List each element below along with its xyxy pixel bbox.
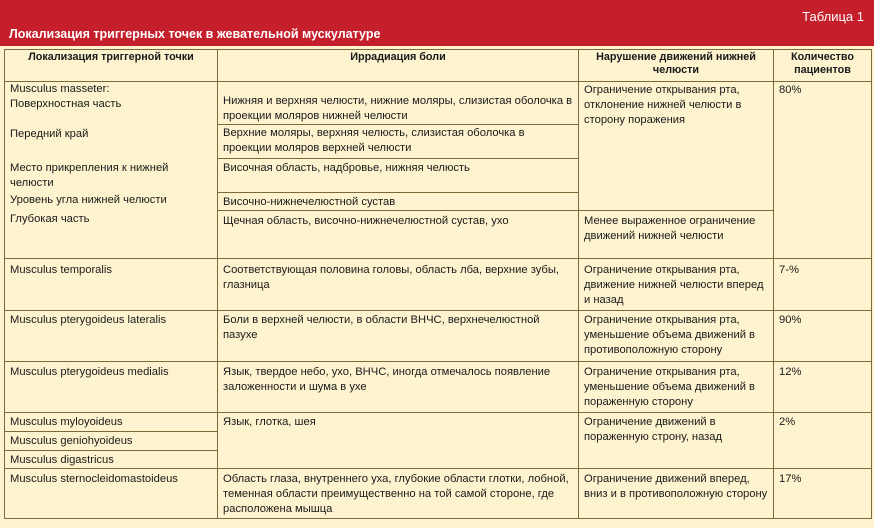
table-row — [5, 362, 872, 413]
header-row — [5, 50, 872, 82]
masseter-disorder-deep: Менее выраженное ограничение движений нижней челюсти — [579, 211, 774, 259]
pterygoideus-lateralis-name: Musculus pterygoideus lateralis — [5, 311, 218, 362]
myloyoideus-name: Musculus myloyoideus — [5, 413, 218, 432]
hyoid-irr: Язык, глотка, шея — [218, 413, 579, 469]
table-row — [5, 311, 872, 362]
table-number: Таблица 1 — [802, 9, 864, 24]
masseter-count: 80% — [774, 82, 872, 259]
table-row — [5, 82, 872, 125]
header-count: Количество пациентов — [774, 50, 872, 82]
table-banner — [0, 0, 874, 46]
scm-dis: Ограничение движений вперед, вниз и в противоположную сторону — [579, 469, 774, 519]
masseter-irr-attach: Височная область, надбровье, нижняя челюсть — [218, 159, 579, 193]
scm-name: Musculus sternocleidomastoideus — [5, 469, 218, 519]
temporalis-name: Musculus temporalis — [5, 259, 218, 311]
table-title: Локализация триггерных точек в жевательной мускулатуре — [9, 27, 381, 41]
masseter-disorder-main: Ограничение открывания рта, отклонение нижней челюсти в сторону поражения — [579, 82, 774, 211]
geniohyoideus-name: Musculus geniohyoideus — [5, 432, 218, 451]
masseter-irr-deep: Щечная область, височно-нижнечелюстной сустав, ухо — [218, 211, 579, 259]
pterygoideus-lateralis-dis: Ограничение открывания рта, уменьшение объема движений в противоположную сторону — [579, 311, 774, 362]
masseter-irr-front: Верхние моляры, верхняя челюсть, слизистая оболочка в проекции моляров верхней челюсти — [218, 125, 579, 159]
pterygoideus-medialis-name: Musculus pterygoideus medialis — [5, 362, 218, 413]
masseter-name: Musculus masseter: — [10, 83, 110, 95]
header-irradiation: Иррадиация боли — [218, 50, 579, 82]
pterygoideus-lateralis-irr: Боли в верхней челюсти, в области ВНЧС, верхнечелюстной пазухе — [218, 311, 579, 362]
trigger-points-table — [4, 49, 872, 519]
masseter-irr-surface: Нижняя и верхняя челюсти, нижние моляры, слизистая оболочка в проекции моляров нижней челюсти — [218, 82, 579, 125]
table-row — [5, 259, 872, 311]
header-location: Локализация триггерной точки — [5, 50, 218, 82]
table-row — [5, 469, 872, 519]
masseter-surface: Поверхностная часть — [10, 98, 122, 110]
masseter-attach: Место прикрепления к нижней челюсти — [5, 159, 218, 193]
pterygoideus-medialis-irr: Язык, твердое небо, ухо, ВНЧС, иногда отмечалось появление заложенности и шума в ухе — [218, 362, 579, 413]
temporalis-dis: Ограничение открывания рта, движение нижней челюсти вперед и назад — [579, 259, 774, 311]
scm-count: 17% — [774, 469, 872, 519]
masseter-deep: Глубокая часть — [5, 211, 218, 259]
pterygoideus-medialis-count: 12% — [774, 362, 872, 413]
hyoid-dis: Ограничение движений в пораженную строну, назад — [579, 413, 774, 469]
masseter-location-cell — [5, 82, 218, 125]
table-row — [5, 413, 872, 432]
digastricus-name: Musculus digastricus — [5, 451, 218, 469]
hyoid-count: 2% — [774, 413, 872, 469]
pterygoideus-medialis-dis: Ограничение открывания рта, уменьшение объема движений в пораженную сторону — [579, 362, 774, 413]
table-row — [5, 211, 872, 259]
masseter-irr-angle: Височно-нижнечелюстной сустав — [218, 193, 579, 211]
masseter-front-edge: Передний край — [5, 125, 218, 159]
masseter-angle: Уровень угла нижней челюсти — [5, 193, 218, 211]
pterygoideus-lateralis-count: 90% — [774, 311, 872, 362]
temporalis-count: 7-% — [774, 259, 872, 311]
temporalis-irr: Соответствующая половина головы, область лба, верхние зубы, глазница — [218, 259, 579, 311]
header-disorder: Нарушение движений нижней челюсти — [579, 50, 774, 82]
scm-irr: Область глаза, внутреннего уха, глубокие области глотки, лобной, теменная области преимущественно на той самой стороне, где расположена мышца — [218, 469, 579, 519]
